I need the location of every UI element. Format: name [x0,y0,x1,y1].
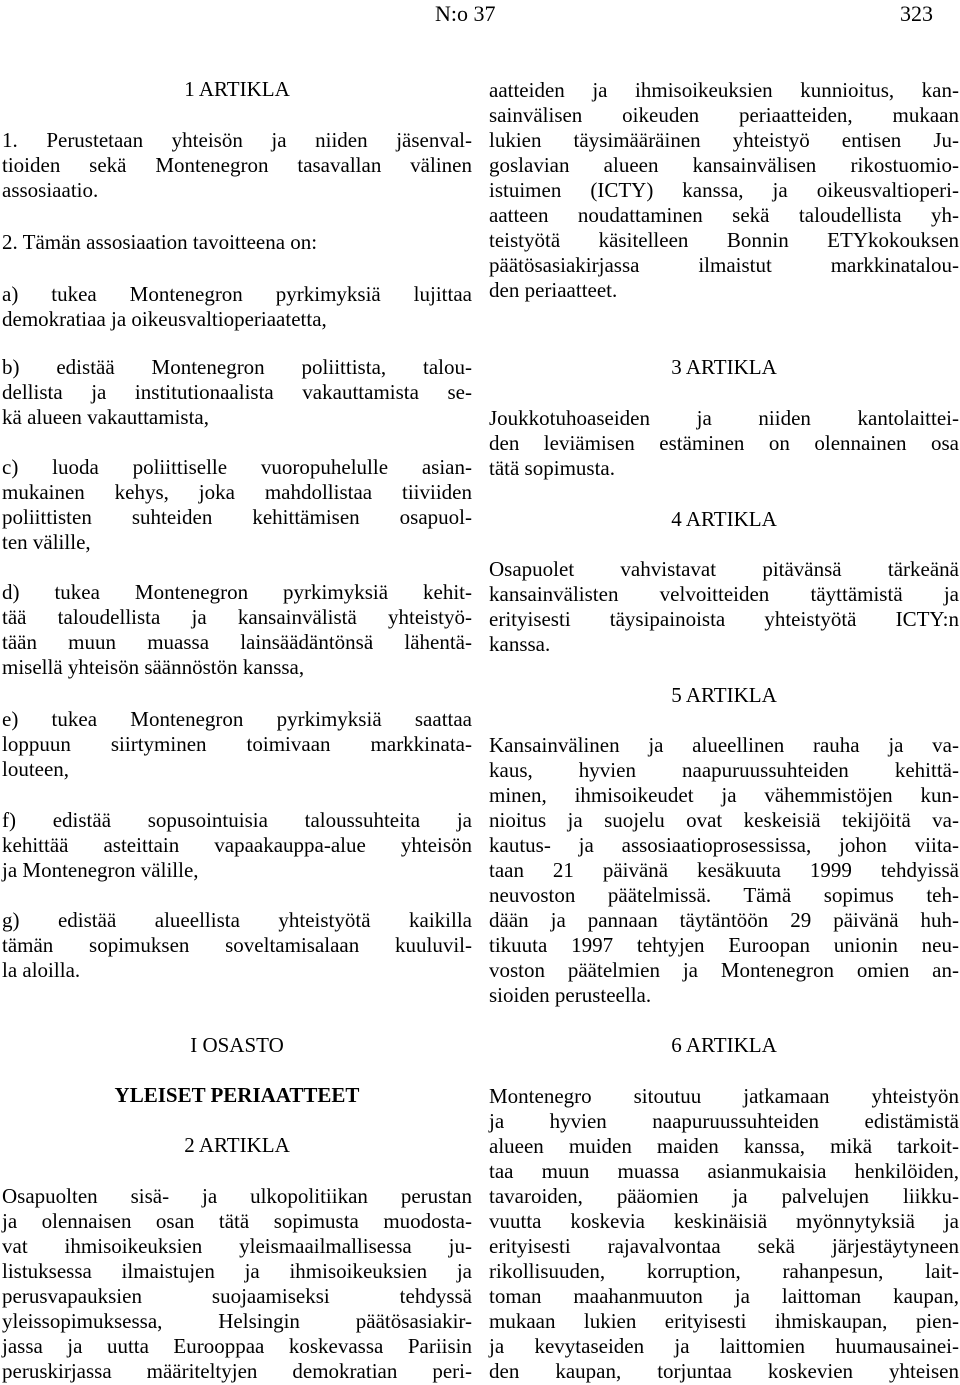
text-line: louteen, [2,757,70,781]
text-line: kä alueen vakauttamista, [2,405,209,429]
text-line: 2. Tämän assosiaation tavoitteena on: [2,230,318,254]
text-line: tään muun muassa lainsäädäntönsä lähentä- [2,630,472,654]
text-line: tätä sopimusta. [489,456,615,480]
objective-g [2,908,472,983]
text-line: jassa ja uutta Eurooppaa koskevassa Pariisin [2,1334,472,1358]
issue-number: N:o 37 [435,1,496,26]
article-4-title: 4 ARTIKLA [671,507,777,531]
article-2-text [2,1184,472,1384]
text-line: kehittää asteittain vapaakauppa-alue yhteisön [2,833,472,857]
text-line: dellista ja institutionaalista vakauttamista se- [2,380,472,404]
article-5-text [489,733,959,1008]
text-line: neuvoston päätelmissä. Tämä sopimus teh- [489,883,959,907]
text-line: Montenegro sitoutuu jatkamaan yhteistyön [489,1084,959,1108]
text-line: misellä yhteisön säännöstön kanssa, [2,655,305,679]
article-3-text [489,406,959,481]
text-line: Kansainvälinen ja alueellinen rauha ja va- [489,733,959,757]
text-line: yleissopimuksessa, Helsingin päätösasiakir- [2,1309,472,1333]
text-line: taan 21 päivänä kesäkuuta 1999 tehdyissä [489,858,959,882]
text-line: c) luoda poliittiselle vuoropuhelulle asian- [2,455,472,479]
article-6-text [489,1084,959,1384]
text-line: minen, ihmisoikeudet ja vähemmistöjen kun- [489,783,959,807]
text-line: rikollisuuden, korruption, rahanpesun, lait- [489,1259,959,1283]
article-2-title: 2 ARTIKLA [184,1133,290,1157]
article-1-paragraph-1 [2,128,472,203]
section-heading: I OSASTO [190,1033,284,1057]
text-line: aatteen noudattaminen sekä taloudellista yh- [489,203,959,227]
text-line: vuutta koskevia keskinäisiä myönnytyksiä ja [489,1209,959,1233]
article-6-title: 6 ARTIKLA [671,1033,777,1057]
text-line: sainvälisen oikeuden periaatteiden, mukaan [489,103,959,127]
objective-f [2,808,472,883]
article-1-paragraph-2 [2,230,472,255]
objective-b [2,355,472,430]
text-line: ten välille, [2,530,91,554]
text-line: den kaupan, torjuntaa koskevien yhteisen [489,1359,959,1383]
text-line: toman maahanmuuton ja laittoman kaupan, [489,1284,959,1308]
text-line: lukien täysimääräinen yhteistyö entisen Ju- [489,128,959,152]
text-line: perusvapauksien suojaamiseksi tehdyssä [2,1284,472,1308]
text-line: ja kevytaseiden ja laittomien huumausainei- [489,1334,959,1358]
text-line: Osapuolet vahvistavat pitävänsä tärkeänä [489,557,959,581]
article-4-text [489,557,959,657]
text-line: d) tukea Montenegron pyrkimyksiä kehit- [2,580,472,604]
text-line: tavaroiden, pääomien ja palvelujen liikku- [489,1184,959,1208]
text-line: vat ihmisoikeuksien yleismaailmallisessa ju- [2,1234,472,1258]
text-line: a) tukea Montenegron pyrkimyksiä lujittaa [2,282,472,306]
text-line: dään ja pannaan täytäntöön 29 päivänä huh- [489,908,959,932]
text-line: den periaatteet. [489,278,618,302]
text-line: kautus- ja assosiaatioprosessissa, johon viita- [489,833,959,857]
text-line: mukaan lukien erityisesti ihmiskaupan, pien- [489,1309,959,1333]
text-line: tioiden sekä Montenegron tasavallan välinen [2,153,472,177]
text-line: g) edistää alueellista yhteistyötä kaikilla [2,908,472,932]
text-line: erityisesti rajavalvontaa sekä järjestäytyneen [489,1234,959,1258]
article-3-title: 3 ARTIKLA [671,355,777,379]
text-line: sioiden perusteella. [489,983,652,1007]
text-line: mukainen kehys, joka mahdollistaa tiiviiden [2,480,472,504]
text-line: 1. Perustetaan yhteisön ja niiden jäsenval- [2,128,472,152]
text-line: goslavian alueen kansainvälisen rikostuomio- [489,153,959,177]
text-line: voston päätelmien ja Montenegron omien an- [489,958,959,982]
text-line: kansainvälisten velvoitteiden täyttämistä ja [489,582,959,606]
text-line: loppuun siirtyminen toimivaan markkinata- [2,732,472,756]
objective-a [2,282,472,332]
text-line: assosiaatio. [2,178,99,202]
text-line: kaus, hyvien naapuruussuhteiden kehittä- [489,758,959,782]
text-line: e) tukea Montenegron pyrkimyksiä saattaa [2,707,472,731]
text-line: poliittisten suhteiden kehittämisen osapuol- [2,505,472,529]
article-5-title: 5 ARTIKLA [671,683,777,707]
section-title: YLEISET PERIAATTEET [114,1083,360,1107]
text-line: demokratiaa ja oikeusvaltioperiaatetta, [2,307,327,331]
objective-c [2,455,472,555]
text-line: teistyötä käsitelleen Bonnin ETYkokouksen [489,228,959,252]
text-line: alueen muiden maiden kanssa, mikä tarkoit- [489,1134,959,1158]
text-line: erityisesti täysipainoista yhteistyötä ICTY:n [489,607,959,631]
text-line: tikuuta 1997 tehtyjen Euroopan unionin neu- [489,933,959,957]
objective-e [2,707,472,782]
text-line: peruskirjassa määriteltyjen demokratian peri- [2,1359,472,1383]
text-line: aatteiden ja ihmisoikeuksien kunnioitus, kan- [489,78,959,102]
text-line: ja olennaisen osan tätä sopimusta muodosta- [2,1209,472,1233]
text-line: taa muun muassa asianmukaisia henkilöiden, [489,1159,959,1183]
text-line: tämän sopimuksen soveltamisalaan kuuluvil- [2,933,472,957]
text-line: ja hyvien naapuruussuhteiden edistämistä [489,1109,959,1133]
page-number: 323 [900,1,933,26]
text-line: istuimen (ICTY) kanssa, ja oikeusvaltioperi- [489,178,959,202]
text-line: kanssa. [489,632,551,656]
text-line: f) edistää sopusointuisia taloussuhteita ja [2,808,472,832]
text-line: tää taloudellista ja kansainvälistä yhteistyö- [2,605,472,629]
text-line: nioitus ja suojelu ovat keskeisiä tekijöitä va- [489,808,959,832]
text-line: listuksessa ilmaistujen ja ihmisoikeuksien ja [2,1259,472,1283]
objective-d [2,580,472,680]
text-line: b) edistää Montenegron poliittista, talou- [2,355,472,379]
text-line: Joukkotuhoaseiden ja niiden kantolaittei- [489,406,959,430]
article-2-continuation [489,78,959,303]
text-line: ja Montenegron välille, [2,858,199,882]
article-1-title: 1 ARTIKLA [184,77,290,101]
text-line: Osapuolten sisä- ja ulkopolitiikan perustan [2,1184,472,1208]
text-line: den leviämisen estäminen on olennainen osa [489,431,959,455]
text-line: päätösasiakirjassa ilmaistut markkinatalou- [489,253,959,277]
text-line: la aloilla. [2,958,81,982]
